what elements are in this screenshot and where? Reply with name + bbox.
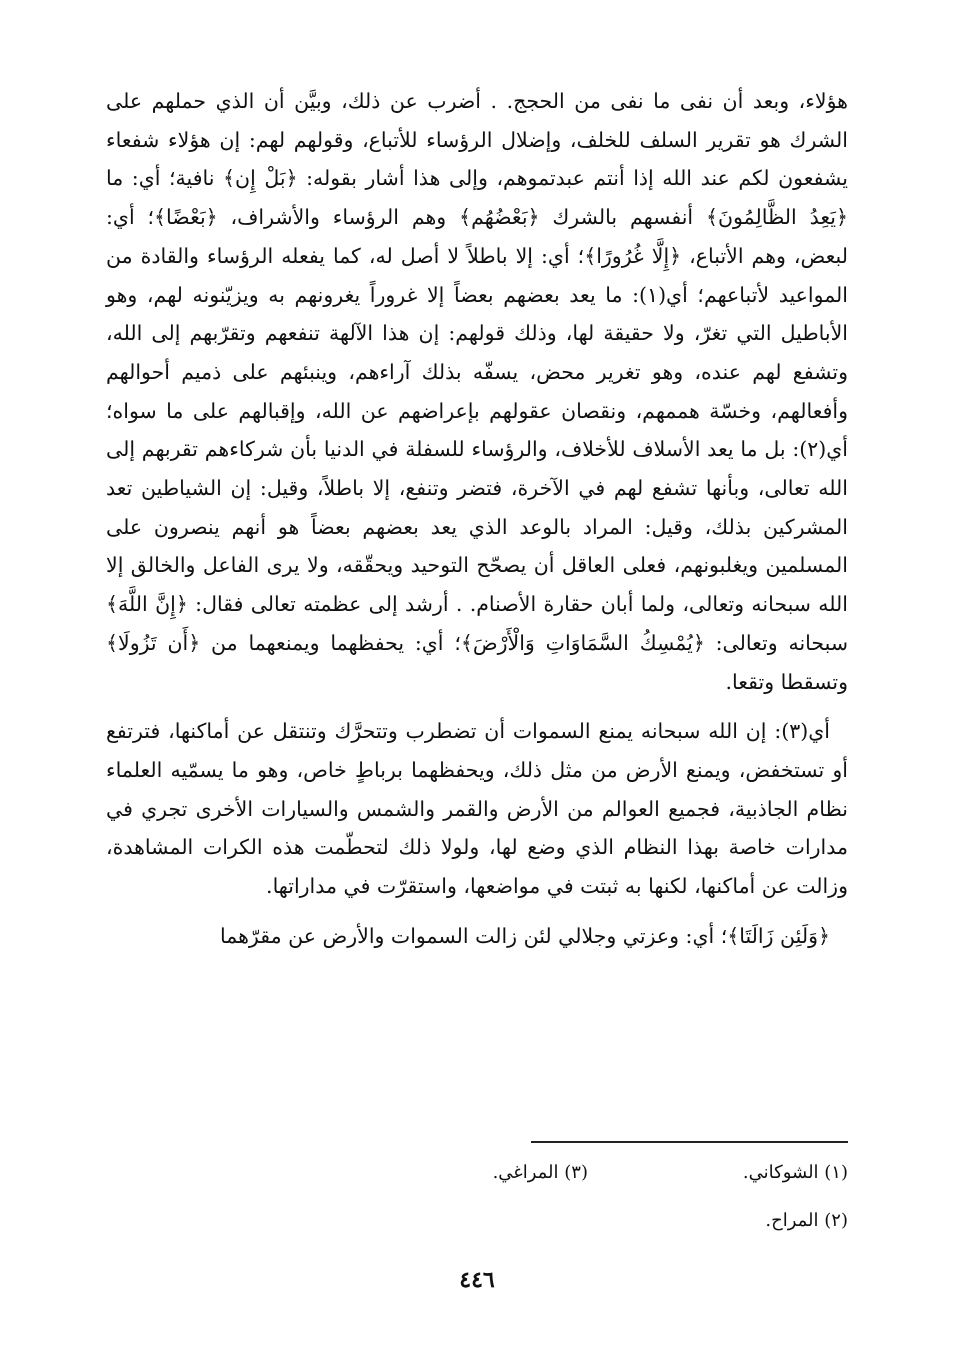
footnote-row-1 [106, 1160, 848, 1186]
footnotes [106, 1160, 848, 1256]
footnote-2: (٢) المراح. [765, 1210, 848, 1231]
paragraph-3: ﴿وَلَئِن زَالَتَا﴾؛ أي: وعزتي وجلالي لئن زالت السموات والأرض عن مقرّهما [220, 923, 830, 948]
footnote-1: (١) الشوكاني. [742, 1162, 848, 1183]
footnote-row-2 [106, 1208, 848, 1234]
page-body [106, 82, 848, 955]
paragraph-1: هؤلاء، وبعد أن نفى ما نفى من الحجج. . أضرب عن ذلك، وبيَّن أن الذي حملهم على الشرك هو تقرير السلف للخلف، وإضلال الرؤساء للأتباع، وقولهم لهم: إن هؤلاء شفعاء يشفعون لكم عند الله إذا أنتم عبدتموهم، وإلى هذا أشار بقوله: ﴿بَلْ إِن﴾ نافية؛ أي: ما ﴿يَعِدُ الظَّالِمُونَ﴾ أنفسهم بالشرك ﴿بَعْضُهُم﴾ وهم الرؤساء والأشراف، ﴿بَعْضًا﴾؛ أي: لبعض، وهم الأتباع، ﴿إِلَّا غُرُورًا﴾؛ أي: إلا باطلاً لا أصل له، كما يفعله الرؤساء والقادة من المواعيد لأتباعهم؛ أي(١): ما يعد بعضهم بعضاً إلا غروراً يغرونهم به ويزيّنونه لهم، وهو الأباطيل التي تغرّ، ولا حقيقة لها، وذلك قولهم: إن هذا الآلهة تنفعهم وتقرّبهم إلى الله، وتشفع لهم عنده، وهو تغرير محض، يسفّه بذلك آراءهم، وينبئهم على ذميم أحوالهم وأفعالهم، وخسّة هممهم، ونقصان عقولهم بإعراضهم عن الله، وإقبالهم على ما سواه؛ أي(٢): بل ما يعد الأسلاف للأخلاف، والرؤساء للسفلة في الدنيا بأن شركاءهم تقربهم إلى الله تعالى، وبأنها تشفع لهم في الآخرة، فتضر وتنفع، إلا باطلاً، وقيل: إن الشياطين تعد المشركين بذلك، وقيل: المراد بالوعد الذي يعد بعضهم بعضاً هو أنهم ينصرون على المسلمين ويغلبونهم، فعلى العاقل أن يصحّح التوحيد ويحقّقه، ولا يرى الفاعل والخالق إلا الله سبحانه وتعالى، ولما أبان حقارة الأصنام. . أرشد إلى عظمته تعالى فقال: ﴿إِنَّ اللَّهَ﴾ سبحانه وتعالى: ﴿يُمْسِكُ السَّمَاوَاتِ وَالْأَرْضَ﴾؛ أي: يحفظهما ويمنعهما من ﴿أَن تَزُولَا﴾ وتسقطا وتقعا. [106, 89, 848, 694]
footnote-separator [531, 1141, 848, 1143]
footnote-3: (٣) المراغي. [492, 1162, 588, 1183]
page-number: ٤٤٦ [459, 1267, 495, 1293]
paragraph-2: أي(٣): إن الله سبحانه يمنع السموات أن تضطرب وتتحرَّك وتنتقل عن أماكنها، فترتفع أو تستخفض، ويمنع الأرض من مثل ذلك، ويحفظهما برباطٍ خاص، وهو ما يسمّيه العلماء نظام الجاذبية، فجميع العوالم من الأرض والقمر والشمس والسيارات الأخرى تجري في مدارات خاصة بهذا النظام الذي وضع لها، ولولا ذلك لتحطّمت هذه الكرات المشاهدة، وزالت عن أماكنها، لكنها به ثبتت في مواضعها، واستقرّت في مداراتها. [106, 719, 848, 899]
